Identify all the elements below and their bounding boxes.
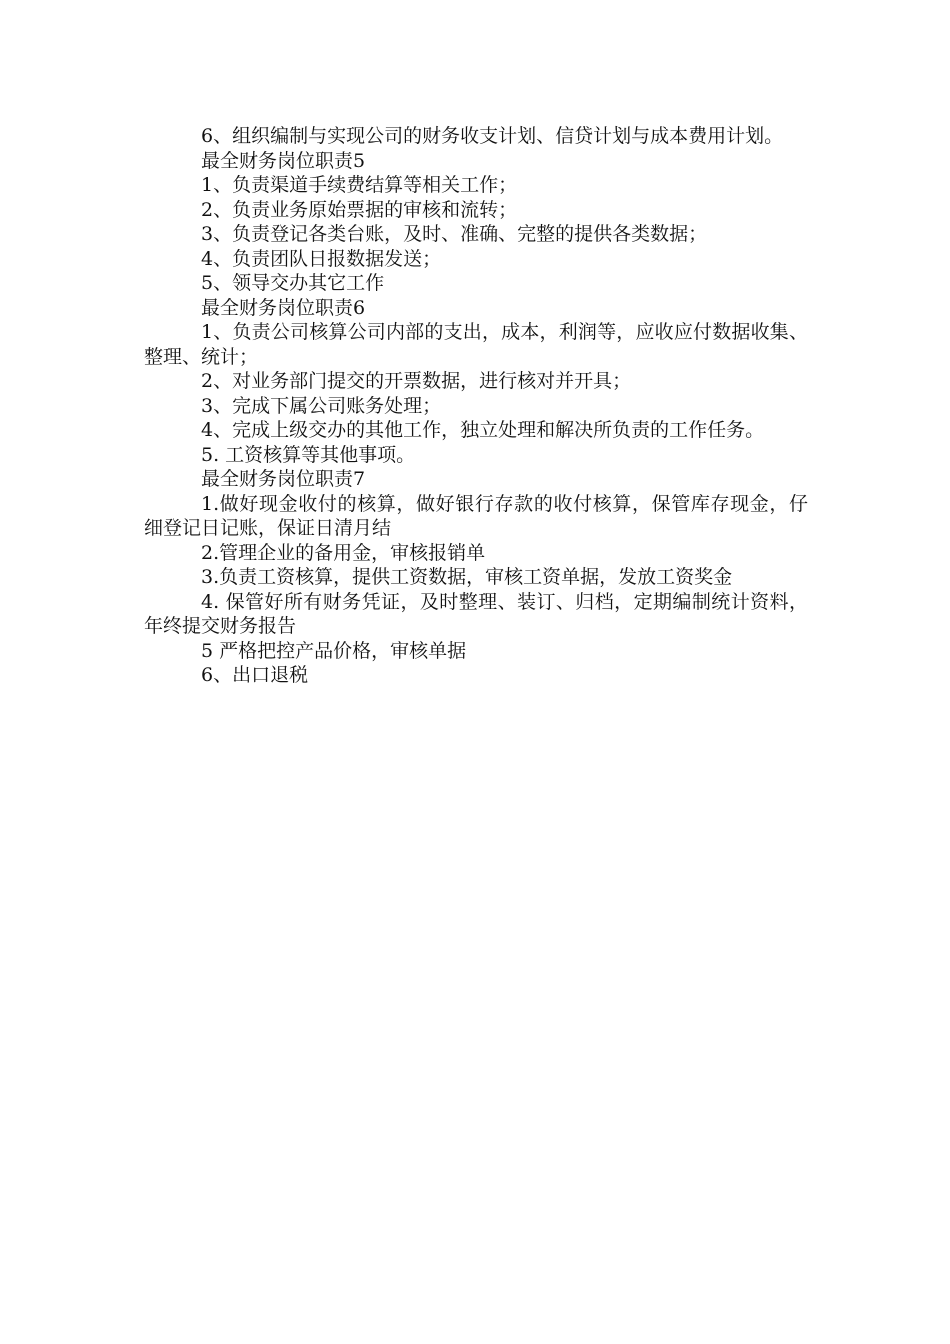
paragraph: 2、负责业务原始票据的审核和流转；: [201, 198, 518, 221]
paragraph: 5 严格把控产品价格，审核单据: [201, 639, 467, 662]
paragraph: 4、完成上级交办的其他工作，独立处理和解决所负责的工作任务。: [201, 419, 765, 441]
paragraph: 2、对业务部门提交的开票数据，进行核对并开具；: [201, 370, 632, 392]
section-heading-5: 最全财务岗位职责5: [201, 149, 366, 172]
paragraph: 4. 保管好所有财务凭证，及时整理、装订、归档，定期编制统计资料，年终提交财务报告: [144, 590, 808, 637]
paragraph: 5. 工资核算等其他事项。: [201, 443, 416, 466]
paragraph: 3、完成下属公司账务处理；: [201, 394, 442, 417]
paragraph: 1.做好现金收付的核算，做好银行存款的收付核算，保管库存现金，仔细登记日记账，保证日清月结: [144, 492, 808, 539]
section-heading-7: 最全财务岗位职责7: [201, 468, 366, 490]
paragraph: 2.管理企业的备用金，审核报销单: [201, 541, 486, 564]
paragraph-item6-plan: 6、组织编制与实现公司的财务收支计划、信贷计划与成本费用计划。: [201, 125, 784, 147]
paragraph: 3、负责登记各类台账，及时、准确、完整的提供各类数据；: [201, 223, 708, 245]
section-heading-6: 最全财务岗位职责6: [201, 296, 366, 319]
paragraph: 4、负责团队日报数据发送；: [201, 247, 442, 270]
document-body: [144, 124, 808, 688]
paragraph: 6、出口退税: [201, 664, 309, 686]
paragraph: 1、负责渠道手续费结算等相关工作；: [201, 174, 518, 196]
paragraph: 3.负责工资核算，提供工资数据，审核工资单据，发放工资奖金: [201, 566, 733, 588]
paragraph: 1、负责公司核算公司内部的支出，成本，利润等，应收应付数据收集、整理、统计；: [144, 321, 808, 368]
paragraph: 5、领导交办其它工作: [201, 272, 385, 294]
